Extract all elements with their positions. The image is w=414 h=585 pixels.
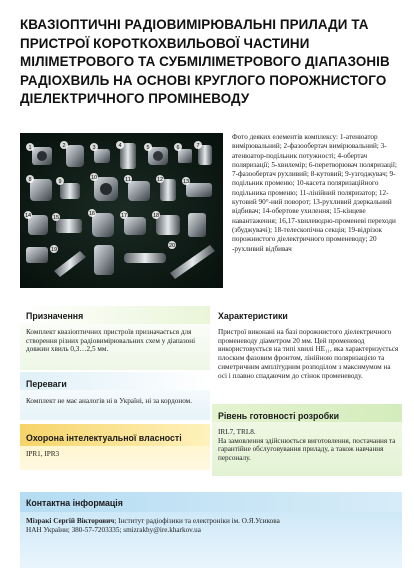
page-title: КВАЗІОПТИЧНІ РАДІОВИМІРЮВАЛЬНІ ПРИЛАДИ ТА ПРИСТРОЇ КОРОТКОХВИЛЬОВОЇ ЧАСТИНИ МІЛІМЕТРОВОГО ТА СУБМІЛІМЕТРОВОГО ДІАПАЗОНІВ РАДІОХВИЛЬ НА ОСНОВІ КРУГЛОГО ПОРОЖНИСТОГО ДІЕЛЕКТРИЧНОГО ПРОМІНЕВОДУ [20,17,390,107]
components-photo-drawing [20,133,223,288]
photo-number-18 [152,211,160,219]
svg-text:6: 6 [176,145,180,151]
ip-text: IPR1, IPR3 [26,450,60,458]
svg-text:16: 16 [88,211,96,217]
photo-number-19 [50,245,58,253]
svg-text:5: 5 [146,145,150,151]
purpose-section [20,306,210,370]
photo-number-13 [182,177,190,185]
photo-number-4 [116,141,124,149]
photo-number-1 [26,143,34,151]
svg-text:19: 19 [50,247,58,253]
photo-number-15 [52,213,60,221]
contacts-line1 [26,517,398,526]
svg-text:20: 20 [168,243,176,249]
advantages-heading: Переваги [26,379,67,389]
photo-number-2 [60,141,68,149]
contact-institute: ; Інститут радіофізики та електроніки ім. О.Я.Усикова [114,517,280,525]
svg-text:8: 8 [28,177,32,183]
purpose-text: Комплект квазіоптичних пристроїв призначається для створення різних радіовимірювальних схем у діапазоні довжин хвиль 0,3…2,5 мм. [26,328,196,354]
svg-text:7: 7 [196,143,200,149]
svg-text:3: 3 [92,145,96,151]
photo-number-6 [174,143,182,151]
photo-number-11 [124,175,132,183]
characteristics-heading: Характеристики [218,311,288,321]
photo-number-10 [90,173,98,181]
components-photo [20,133,223,288]
contacts-section [20,492,402,568]
svg-text:10: 10 [90,175,98,181]
photo-number-20 [168,241,176,249]
svg-text:9: 9 [58,179,62,185]
characteristics-section [216,306,400,406]
photo-number-8 [26,175,34,183]
advantages-text: Комплект не має аналогів ні в Україні, ні за кордоном. [26,397,192,405]
contacts-line2: НАН України; 380-57-7203335; smizrakhy@ire.kharkov.ua [26,525,201,534]
svg-text:11: 11 [125,177,131,183]
readiness-text [218,428,400,463]
svg-text:2: 2 [62,143,66,149]
purpose-heading: Призначення [26,311,84,321]
ip-heading: Охорона інтелектуальної власності [26,433,182,443]
photo-number-14 [24,211,32,219]
photo-number-3 [90,143,98,151]
svg-text:17: 17 [120,213,128,219]
svg-text:12: 12 [156,177,164,183]
characteristics-text: Пристрої виконані на базі порожнистого діелектричного променеводу діаметром 20 мм. Цей променевод використовується на типі хвилі HE₁₁, яка характеризується плоским фазовим фронтом, лінійною поляризацією та симетричним амплітудним розподілом з максимумом на осі і плавно спадаючим до стінок променеводу. [218,328,399,380]
advantages-section [20,372,210,420]
photo-number-16 [88,209,96,217]
photo-number-12 [156,175,164,183]
photo-number-17 [120,211,128,219]
svg-text:15: 15 [52,215,60,221]
readiness-levels: IRL7, TRL8. [218,428,256,436]
svg-text:4: 4 [118,143,122,149]
svg-text:18: 18 [152,213,160,219]
contacts-heading: Контактна інформація [26,498,123,508]
svg-text:1: 1 [28,145,32,151]
photo-number-5 [144,143,152,151]
readiness-section [212,404,402,476]
photo-number-9 [56,177,64,185]
svg-text:14: 14 [24,213,32,219]
contacts-text [26,517,398,534]
contact-person-name: Мізракі Сергій Вікторович [26,517,115,525]
ip-section [20,424,210,470]
svg-text:13: 13 [182,179,190,185]
readiness-heading: Рівень готовності розробки [218,411,339,421]
photo-caption: Фото деяких елементів комплексу: 1-атенюатор вимірювальний; 2-фазообертач вимірювальний; 3-атенюатор-подільник потужності; 4-обертач поляризації; 5-хвилемір; 6-перетворювач поляризації; 7-фазообертач рухливий; 8-кутовий; 9-узгоджувач; 9-подільник променю; 10-касета поляризаційного подільника променю; 11-лінійний поляризатор; 12-кутовий 90°-ний поворот; 13-рухливий дзеркальний відбивач; 14-обертове ухилення; 15-кінцеве навантаження; 16,17-хвилеводно-променеві переходи (збуджувачі); 18-телескопічна секція; 19-відрізок порожнистого діелектричного променеводу; 20 -рухливий відбивач [232,133,397,253]
photo-number-7 [194,141,202,149]
readiness-description: На замовлення здійснюється виготовлення, постачання та гарантійне обслуговування приладу, а також навчання персоналу. [218,436,396,463]
